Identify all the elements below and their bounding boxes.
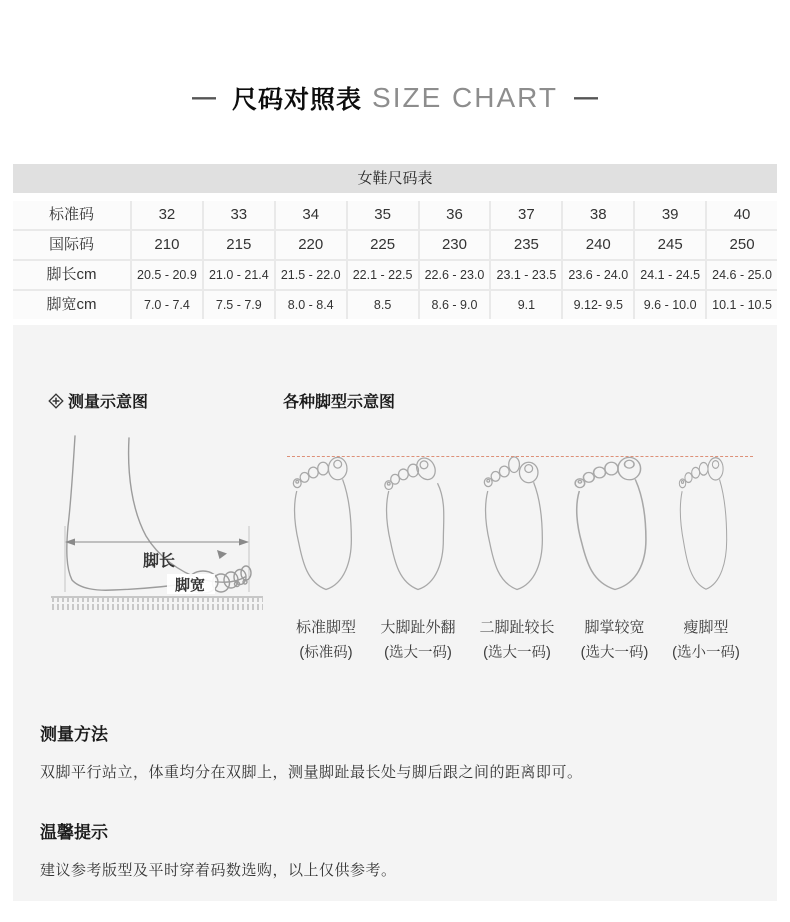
- foot-type-note: (选小一码): [672, 645, 740, 661]
- title-dash-right: —: [573, 84, 598, 111]
- table-row-label: 脚长cm: [13, 261, 130, 289]
- foot-type-name: 标准脚型: [295, 619, 356, 636]
- tips-body: 建议参考版型及平时穿着码数选购，以上仅供参考。: [40, 862, 397, 879]
- table-cell: 22.1 - 22.5: [348, 261, 418, 289]
- table-cell: 215: [204, 231, 274, 259]
- foot-length-label: 脚长: [143, 553, 176, 570]
- long-second-toe-foot-icon: [478, 452, 556, 608]
- table-cell: 8.0 - 8.4: [276, 291, 346, 319]
- diamond-plus-icon: [48, 393, 64, 409]
- table-cell: 9.1: [491, 291, 561, 319]
- table-cell: 10.1 - 10.5: [707, 291, 777, 319]
- measure-method-title: 测量方法: [40, 725, 108, 744]
- foot-types-row: [283, 452, 777, 662]
- table-cell: 210: [132, 231, 202, 259]
- table-cell: 21.0 - 21.4: [204, 261, 274, 289]
- slim-foot-icon: [673, 452, 739, 608]
- foot-measure-diagram: [51, 434, 263, 612]
- foot-type-name: 瘦脚型: [683, 619, 729, 636]
- table-row-label: 国际码: [13, 231, 130, 259]
- table-cell: 9.12- 9.5: [563, 291, 633, 319]
- measure-method-body: 双脚平行站立，体重均分在双脚上，测量脚趾最长处与脚后跟之间的距离即可。: [40, 764, 583, 781]
- measure-diagram-title: 测量示意图: [68, 394, 149, 411]
- size-table: [13, 201, 777, 319]
- foot-types-heading: 各种脚型示意图: [283, 394, 396, 411]
- table-cell: 23.6 - 24.0: [563, 261, 633, 289]
- page-title-cn: 尺码对照表: [232, 86, 363, 114]
- table-cell: 35: [348, 201, 418, 229]
- tips-title: 温馨提示: [40, 823, 108, 842]
- foot-type-standard: [283, 452, 369, 662]
- table-cell: 36: [420, 201, 490, 229]
- foot-width-label: 脚宽: [175, 577, 206, 594]
- wide-foot-icon: [570, 452, 660, 608]
- table-cell: 22.6 - 23.0: [420, 261, 490, 289]
- table-row-label: 标准码: [13, 201, 130, 229]
- table-cell: 230: [420, 231, 490, 259]
- foot-type-long-second-toe: [467, 452, 567, 662]
- foot-type-slim: [662, 452, 750, 662]
- table-cell: 32: [132, 201, 202, 229]
- table-cell: 7.5 - 7.9: [204, 291, 274, 319]
- page-title-en: SIZE CHART: [372, 82, 558, 113]
- table-cell: 21.5 - 22.0: [276, 261, 346, 289]
- measure-method-block: [40, 720, 750, 782]
- table-cell: 225: [348, 231, 418, 259]
- table-cell: 240: [563, 231, 633, 259]
- measure-diagram-heading: [48, 389, 263, 412]
- table-cell: 23.1 - 23.5: [491, 261, 561, 289]
- table-cell: 250: [707, 231, 777, 259]
- valgus-foot-icon: [379, 452, 457, 608]
- table-cell: 39: [635, 201, 705, 229]
- foot-type-note: (选大一码): [580, 645, 649, 661]
- measure-info-section: [13, 325, 777, 901]
- table-cell: 245: [635, 231, 705, 259]
- foot-types-column: [263, 389, 777, 662]
- table-cell: 40: [707, 201, 777, 229]
- foot-type-name: 大脚趾外翻: [380, 619, 456, 636]
- table-cell: 235: [491, 231, 561, 259]
- table-cell: 24.6 - 25.0: [707, 261, 777, 289]
- size-table-section: [13, 164, 777, 319]
- table-cell: 37: [491, 201, 561, 229]
- table-cell: 9.6 - 10.0: [635, 291, 705, 319]
- table-cell: 38: [563, 201, 633, 229]
- toe-guide-dashed-line: [287, 456, 753, 457]
- page-title: [0, 0, 790, 116]
- table-cell: 220: [276, 231, 346, 259]
- foot-type-name: 脚掌较宽: [584, 619, 645, 636]
- table-cell: 8.6 - 9.0: [420, 291, 490, 319]
- table-cell: 34: [276, 201, 346, 229]
- standard-foot-icon: [287, 452, 365, 608]
- foot-type-wide: [567, 452, 662, 662]
- foot-type-name: 二脚趾较长: [479, 619, 555, 636]
- foot-type-valgus: [369, 452, 467, 662]
- table-row-label: 脚宽cm: [13, 291, 130, 319]
- table-cell: 7.0 - 7.4: [132, 291, 202, 319]
- foot-type-note: (选大一码): [384, 645, 452, 661]
- tips-block: [40, 818, 750, 880]
- table-cell: 33: [204, 201, 274, 229]
- foot-type-note: (标准码): [299, 645, 353, 661]
- table-cell: 24.1 - 24.5: [635, 261, 705, 289]
- measure-diagram-column: [13, 389, 263, 662]
- foot-type-note: (选大一码): [483, 645, 551, 661]
- title-dash-left: —: [192, 84, 217, 111]
- table-cell: 8.5: [348, 291, 418, 319]
- size-table-title: 女鞋尺码表: [13, 164, 777, 193]
- table-cell: 20.5 - 20.9: [132, 261, 202, 289]
